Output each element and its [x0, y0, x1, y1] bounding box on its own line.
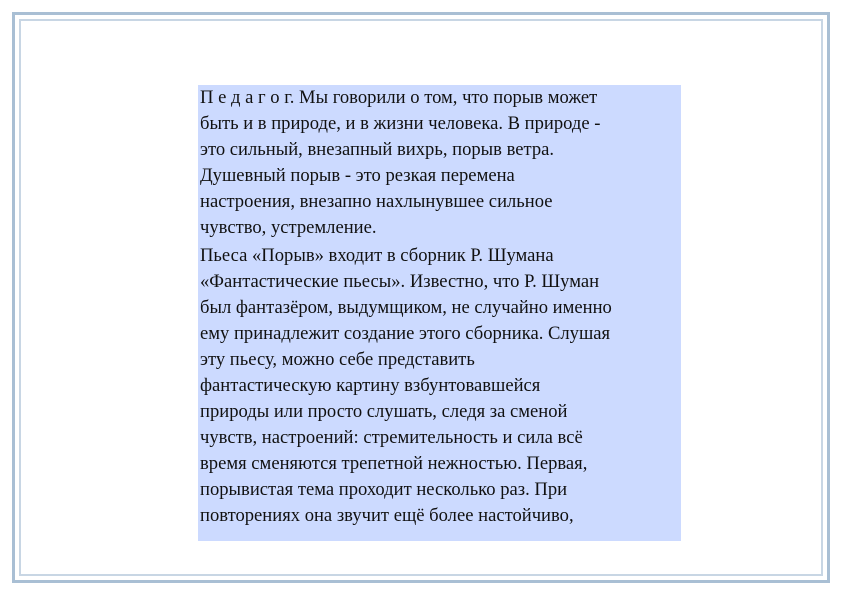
text-block	[198, 85, 681, 541]
paragraph-intro	[200, 85, 679, 240]
paragraph-piece-description: Пьеса «Порыв» входит в сборник Р. Шумана «Фантастические пьесы». Известно, что Р. Шуман был фантазёром, выдумщиком, не случайно именно ему принадлежит создание этого сборника. Слушая эту пьесу, можно себе представить фантастическую картину взбунтовавшейся природы или просто слушать, следя за сменой чувств, настроений: стремительность и сила всё время сменяются трепетной нежностью. Первая, порывистая тема проходит несколько раз. При повторениях она звучит ещё более настойчиво,	[200, 245, 612, 526]
speaker-name: П е д а г о г.	[200, 87, 295, 108]
paragraph-intro-text: Мы говорили о том, что порыв может быть и в природе, и в жизни человека. В природе - это сильный, внезапный вихрь, порыв ветра. Душевный порыв - это резкая перемена настроения, внезапно нахлынувшее сильное чувство, устремление.	[200, 87, 601, 238]
